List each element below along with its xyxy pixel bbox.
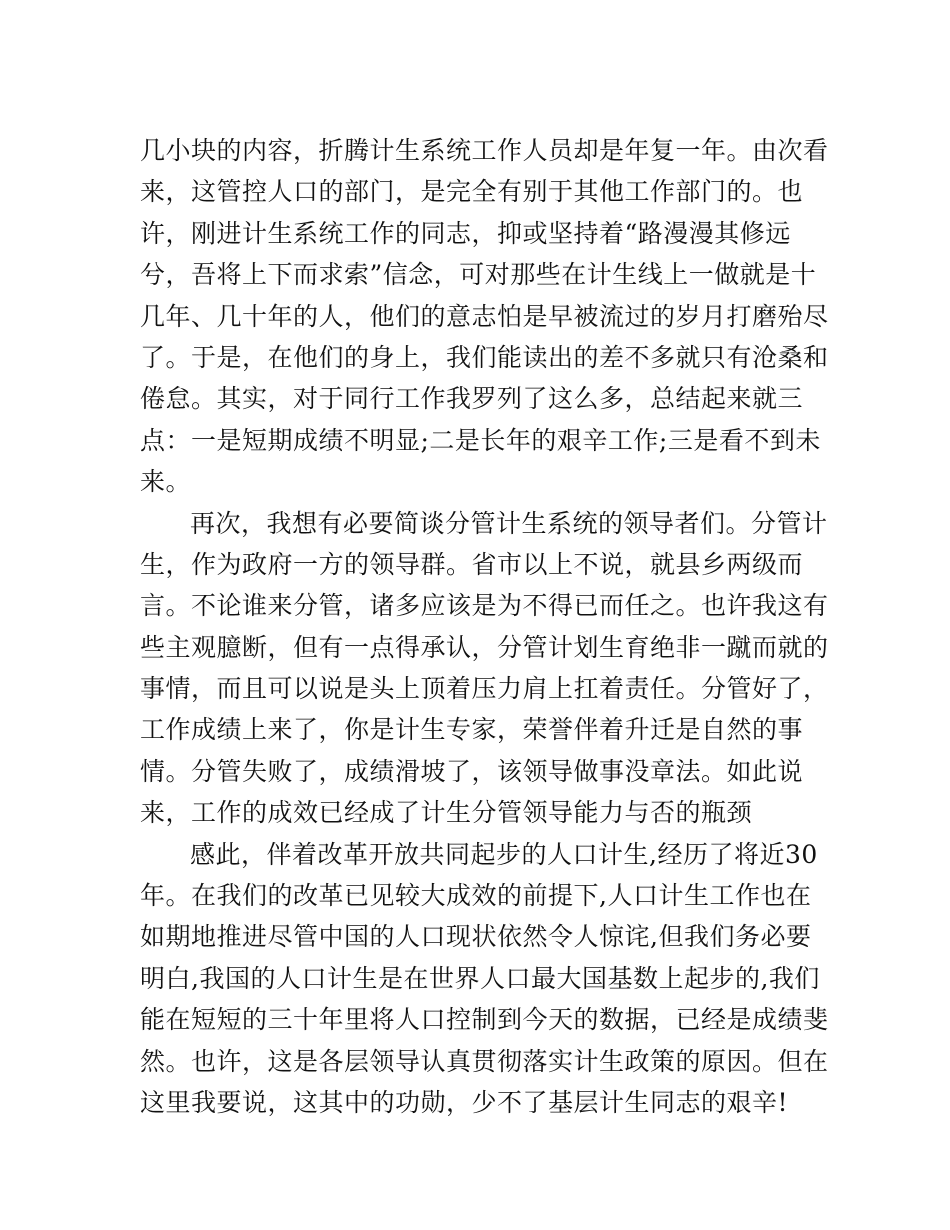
document-body: [140, 130, 830, 1123]
text-line: 然。也许，这是各层领导认真贯彻落实计生政策的原因。但在: [140, 1046, 829, 1076]
text-line: 再次，我想有必要简谈分管计生系统的领导者们。分管计: [190, 508, 828, 538]
text-line: 许，刚进计生系统工作的同志，抑或坚持着“路漫漫其修远: [140, 218, 791, 248]
text-line: 兮，吾将上下而求索”信念，可对那些在计生线上一做就是十: [140, 260, 817, 290]
text-line: 几年、几十年的人，他们的意志怕是早被流过的岁月打磨殆尽: [140, 301, 829, 331]
text-line: 点：一是短期成绩不明显;二是长年的艰辛工作;三是看不到未: [140, 425, 821, 455]
text-line: 些主观臆断，但有一点得承认，分管计划生育绝非一蹴而就的: [140, 632, 829, 662]
text-line: 言。不论谁来分管，诸多应该是为不得已而任之。也许我这有: [140, 591, 829, 621]
text-line: 情。分管失败了，成绩滑坡了，该领导做事没章法。如此说: [140, 756, 804, 786]
text-line: 明白,我国的人口计生是在世界人口最大国基数上起步的,我们: [140, 963, 820, 993]
text-line: 如期地推进尽管中国的人口现状依然令人惊诧,但我们务必要: [140, 922, 812, 952]
text-line: 倦怠。其实，对于同行工作我罗列了这么多，总结起来就三: [140, 384, 804, 414]
text-line: 这里我要说，这其中的功勋，少不了基层计生同志的艰辛!: [140, 1087, 789, 1117]
text-line: 几小块的内容，折腾计生系统工作人员却是年复一年。由次看: [140, 136, 829, 165]
text-line: 能在短短的三十年里将人口控制到今天的数据，已经是成绩斐: [140, 1005, 829, 1035]
text-line: 工作成绩上来了，你是计生专家，荣誉伴着升迁是自然的事: [140, 715, 804, 745]
text-line: 感此，伴着改革开放共同起步的人口计生,经历了将近30: [190, 839, 818, 869]
text-line: 事情，而且可以说是头上顶着压力肩上扛着责任。分管好了，: [140, 674, 829, 704]
text-line: 来，这管控人口的部门，是完全有别于其他工作部门的。也: [140, 177, 804, 207]
text-line: 来。: [140, 467, 192, 497]
text-line: 年。在我们的改革已见较大成效的前提下,人口计生工作也在: [140, 881, 812, 911]
text-line: 了。于是，在他们的身上，我们能读出的差不多就只有沧桑和: [140, 342, 829, 372]
text-line: 来，工作的成效已经成了计生分管领导能力与否的瓶颈: [140, 798, 753, 828]
text-line: 生，作为政府一方的领导群。省市以上不说，就县乡两级而: [140, 549, 804, 579]
